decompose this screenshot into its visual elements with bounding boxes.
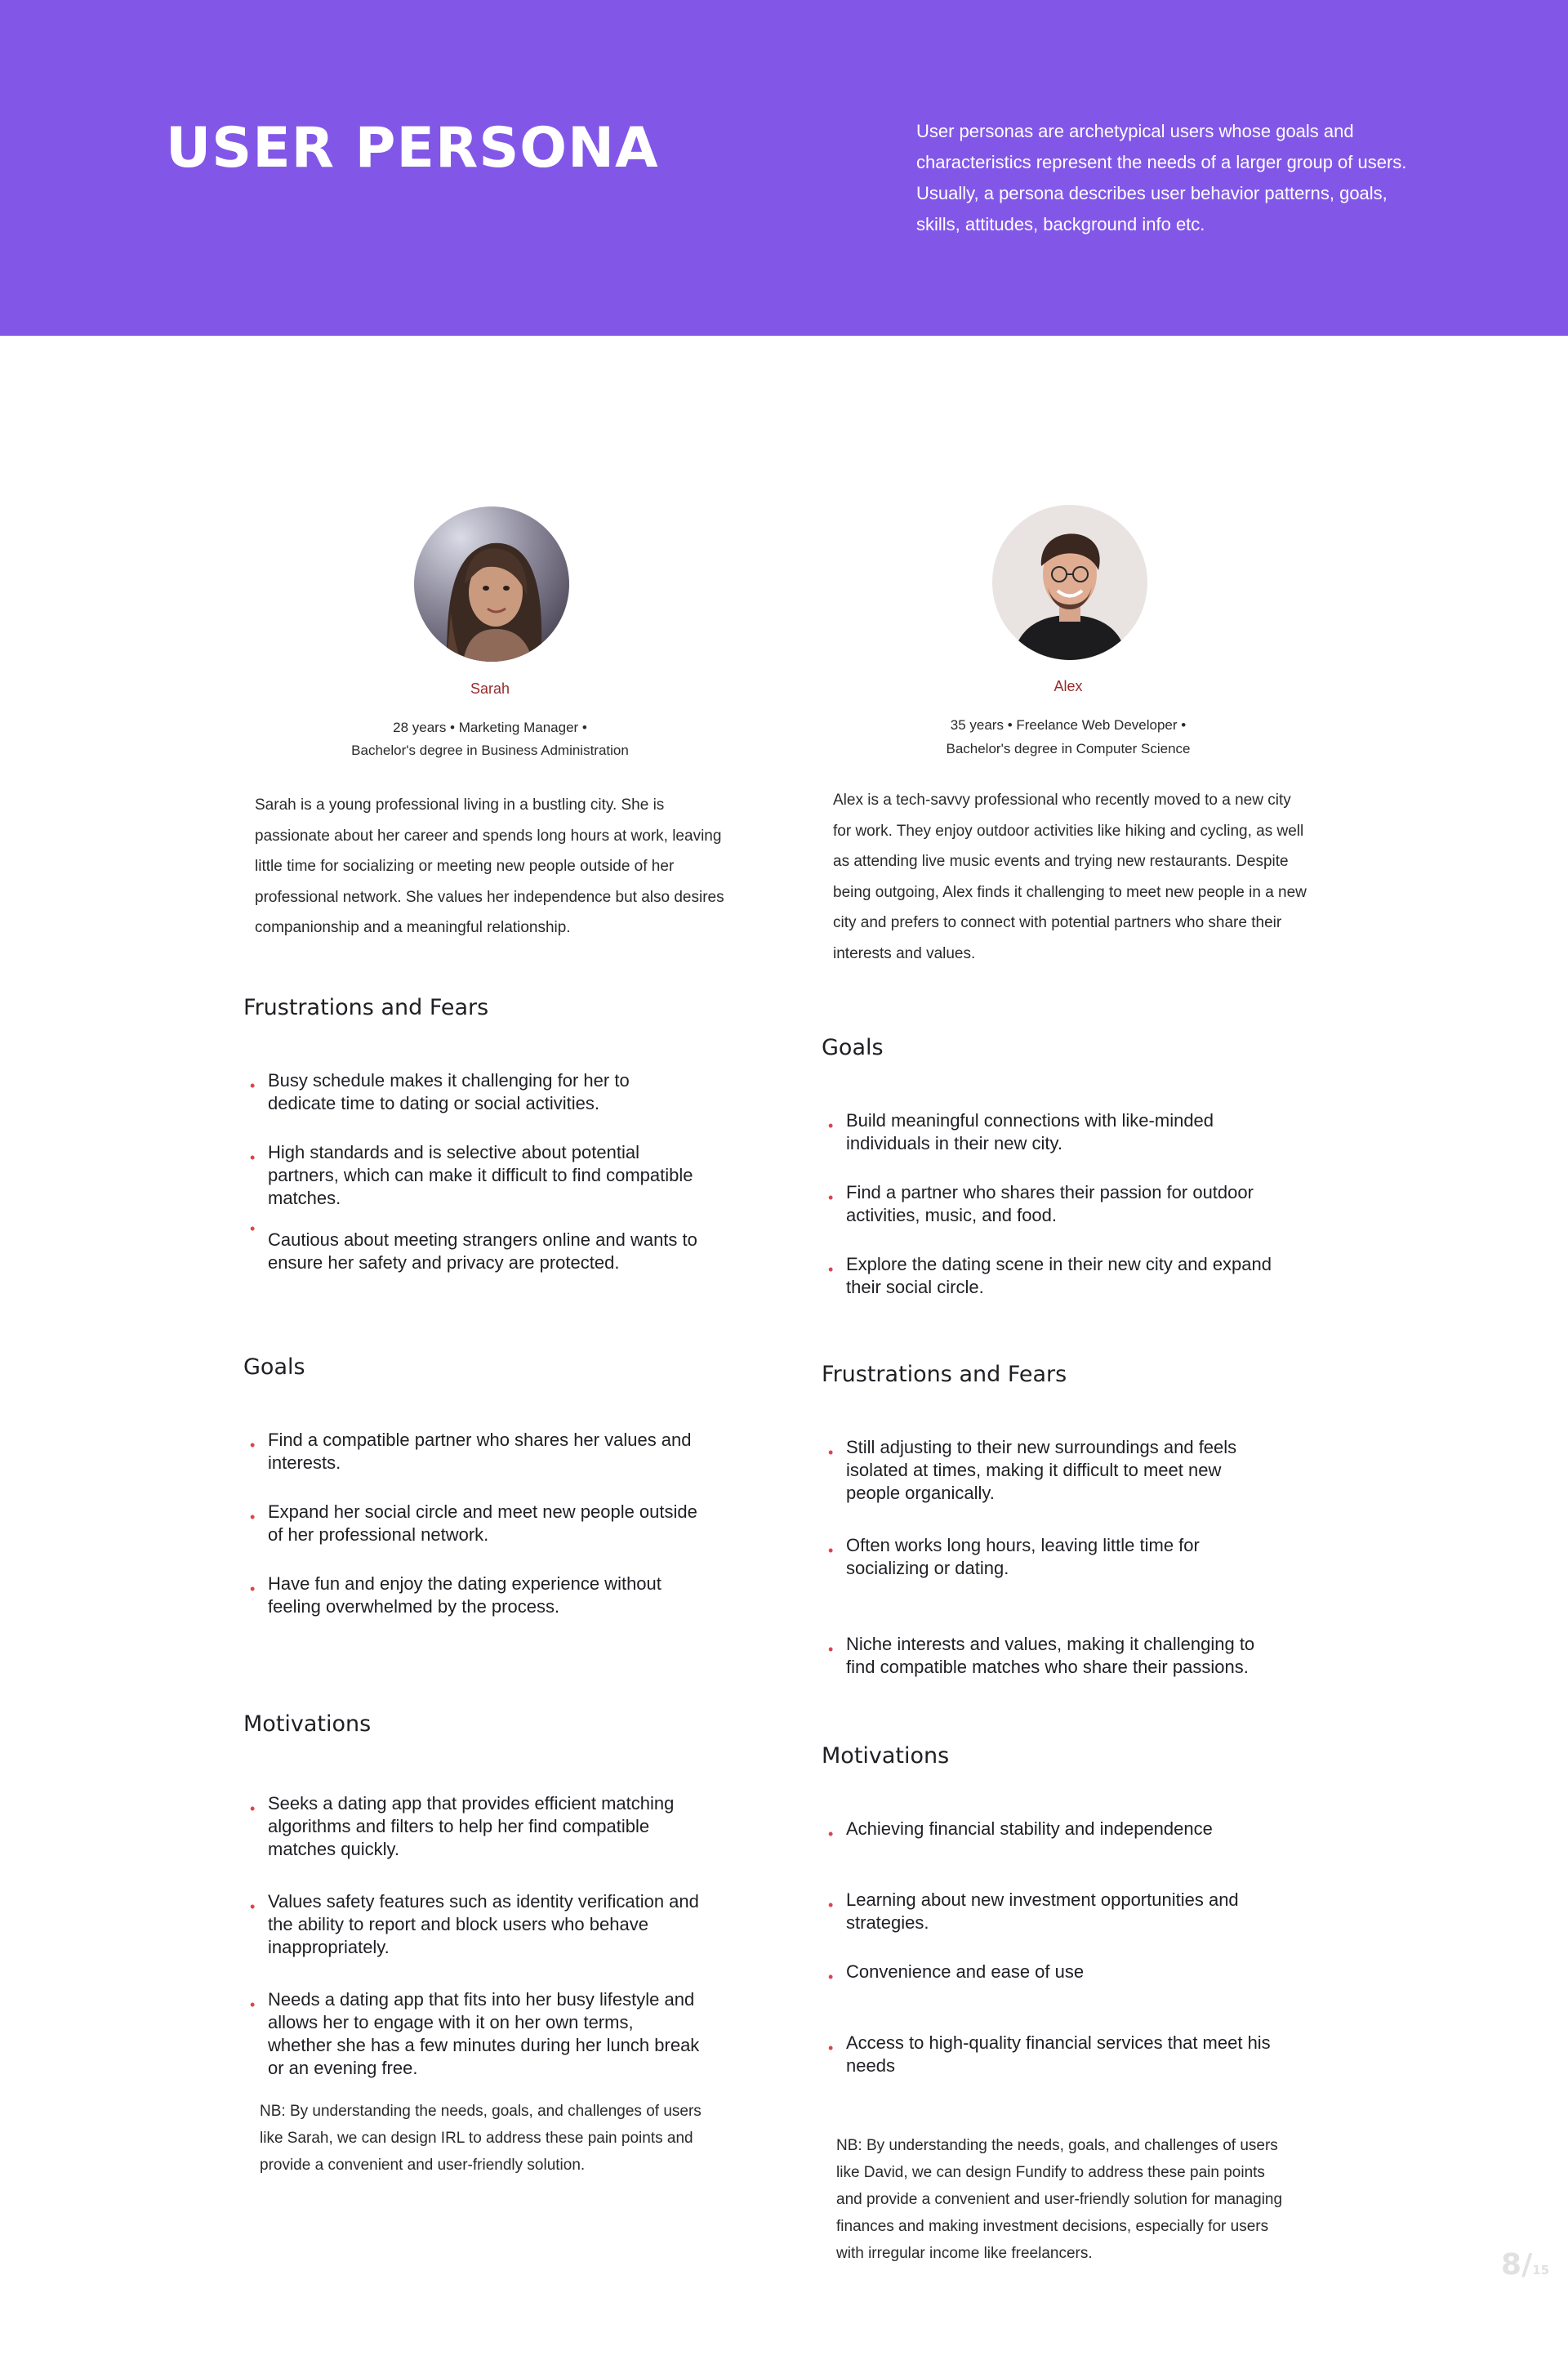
list-item: • Values safety features such as identity verification and the ability to report and block users who behave inappropriately.: [250, 1891, 699, 1957]
persona-name: Sarah: [470, 680, 510, 697]
list-item: • Cautious about meeting strangers online and wants to ensure her safety and privacy are protected.: [243, 1229, 701, 1274]
bullet-dot-icon: •: [828, 1189, 834, 1206]
persona-note: NB: By understanding the needs, goals, and challenges of users like Sarah, we can design IRL to address these pain points and provide a convenient and user-friendly solution.: [260, 2103, 702, 2174]
list-item: • Seeks a dating app that provides efficient matching algorithms and filters to help her find compatible matches quickly.: [250, 1793, 675, 1859]
alex-photo-icon: [992, 505, 1147, 660]
persona-bio: Sarah is a young professional living in a bustling city. She is passionate about her career and spends long hours at work, leaving little time for socializing or meeting new people outside of her professional network. She values her independence but also desires companionship and a meaningful relationship.: [255, 796, 724, 936]
section-title-goals: Goals: [822, 1035, 884, 1060]
persona-meta-line2: Bachelor's degree in Business Administration: [351, 743, 629, 758]
bullet-dot-icon: •: [828, 1118, 834, 1134]
page-total: 15: [1532, 2263, 1550, 2277]
bullet-dot-icon: •: [828, 1444, 834, 1461]
bullet-dot-icon: •: [828, 1641, 834, 1657]
bullet-dot-icon: •: [828, 1897, 834, 1913]
header-description: User personas are archetypical users whose goals and characteristics represent the needs of a larger group of users. Usually, a persona describes user behavior patterns, goals, skills, attitudes, background info etc.: [916, 121, 1407, 234]
list-item: • Convenience and ease of use: [822, 1961, 1279, 1983]
bullet-dot-icon: •: [250, 1581, 256, 1597]
persona-meta-line1: 35 years • Freelance Web Developer •: [950, 717, 1187, 733]
persona-bio: Alex is a tech-savvy professional who recently moved to a new city for work. They enjoy outdoor activities like hiking and cycling, as well as attending live music events and trying new restaurants. Despite being outgoing, Alex finds it challenging to meet new people in a new city and prefers to connect with potential partners who share their interests and values.: [833, 792, 1307, 962]
section-title-goals: Goals: [243, 1354, 305, 1380]
persona-meta-line2: Bachelor's degree in Computer Science: [946, 741, 1191, 756]
page-current: 8: [1501, 2248, 1522, 2282]
list-item: • Find a partner who shares their passion for outdoor activities, music, and food.: [828, 1182, 1254, 1225]
avatar-alex: [992, 505, 1147, 660]
sarah-photo-icon: [414, 506, 569, 662]
bullet-dot-icon: •: [250, 1898, 256, 1915]
list-item: • Often works long hours, leaving little time for socializing or dating.: [828, 1535, 1200, 1578]
list-item: • Build meaningful connections with like-minded individuals in their new city.: [828, 1110, 1214, 1153]
bullet-dot-icon: •: [250, 1437, 256, 1453]
page-separator: /: [1521, 2248, 1533, 2282]
section-title-frustrations: Frustrations and Fears: [243, 995, 489, 1020]
bullet-dot-icon: •: [828, 1826, 834, 1842]
list-item: • Still adjusting to their new surroundings and feels isolated at times, making it difficult to meet new people organically.: [828, 1437, 1237, 1503]
section-title-motivations: Motivations: [822, 1743, 950, 1769]
list-item: • Achieving financial stability and independence: [822, 1818, 1279, 1840]
persona-name: Alex: [1054, 678, 1083, 694]
bullet-dot-icon: •: [250, 1149, 256, 1166]
bullet-dot-icon: •: [250, 1800, 256, 1817]
list-item: • Explore the dating scene in their new city and expand their social circle.: [828, 1254, 1272, 1297]
list-item: • Niche interests and values, making it challenging to find compatible matches who share their passions.: [828, 1634, 1255, 1677]
avatar-sarah: [414, 506, 569, 662]
list-item: • Have fun and enjoy the dating experience without feeling overwhelmed by the process.: [250, 1573, 662, 1617]
list-item: • Access to high-quality financial services that meet his needs: [828, 2032, 1271, 2076]
bullet-dot-icon: •: [250, 1077, 256, 1094]
list-item: • Expand her social circle and meet new people outside of her professional network.: [250, 1501, 697, 1545]
list-item: • Learning about new investment opportunities and strategies.: [828, 1889, 1239, 1933]
section-title-motivations: Motivations: [243, 1711, 372, 1737]
list-item: • Busy schedule makes it challenging for her to dedicate time to dating or social activities.: [250, 1070, 630, 1113]
list-item: • Needs a dating app that fits into her busy lifestyle and allows her to engage with it on her own terms, whether she has a few minutes during her lunch break or an evening free.: [250, 1989, 700, 2078]
section-title-frustrations: Frustrations and Fears: [822, 1362, 1067, 1387]
list-item: • Find a compatible partner who shares her values and interests.: [250, 1430, 692, 1473]
list-item: • High standards and is selective about potential partners, which can make it difficult to find compatible matches.: [250, 1142, 693, 1208]
persona-meta-line1: 28 years • Marketing Manager •: [393, 720, 587, 735]
bullet-dot-icon: •: [828, 1542, 834, 1559]
bullet-dot-icon: •: [250, 1220, 256, 1237]
page-indicator: [1501, 2248, 1549, 2282]
page-title: USER PERSONA: [166, 116, 659, 181]
bullet-dot-icon: •: [250, 1509, 256, 1525]
bullet-dot-icon: •: [828, 2040, 834, 2056]
bullet-dot-icon: •: [828, 1969, 834, 1985]
header-banner: [0, 0, 1568, 336]
bullet-dot-icon: •: [250, 1996, 256, 2013]
persona-note: NB: By understanding the needs, goals, and challenges of users like David, we can design Fundify to address these pain points and provide a convenient and user-friendly solution for managing finances and making investment decisions, especially for users with irregular income like freelancers.: [836, 2137, 1283, 2262]
bullet-dot-icon: •: [828, 1261, 834, 1278]
